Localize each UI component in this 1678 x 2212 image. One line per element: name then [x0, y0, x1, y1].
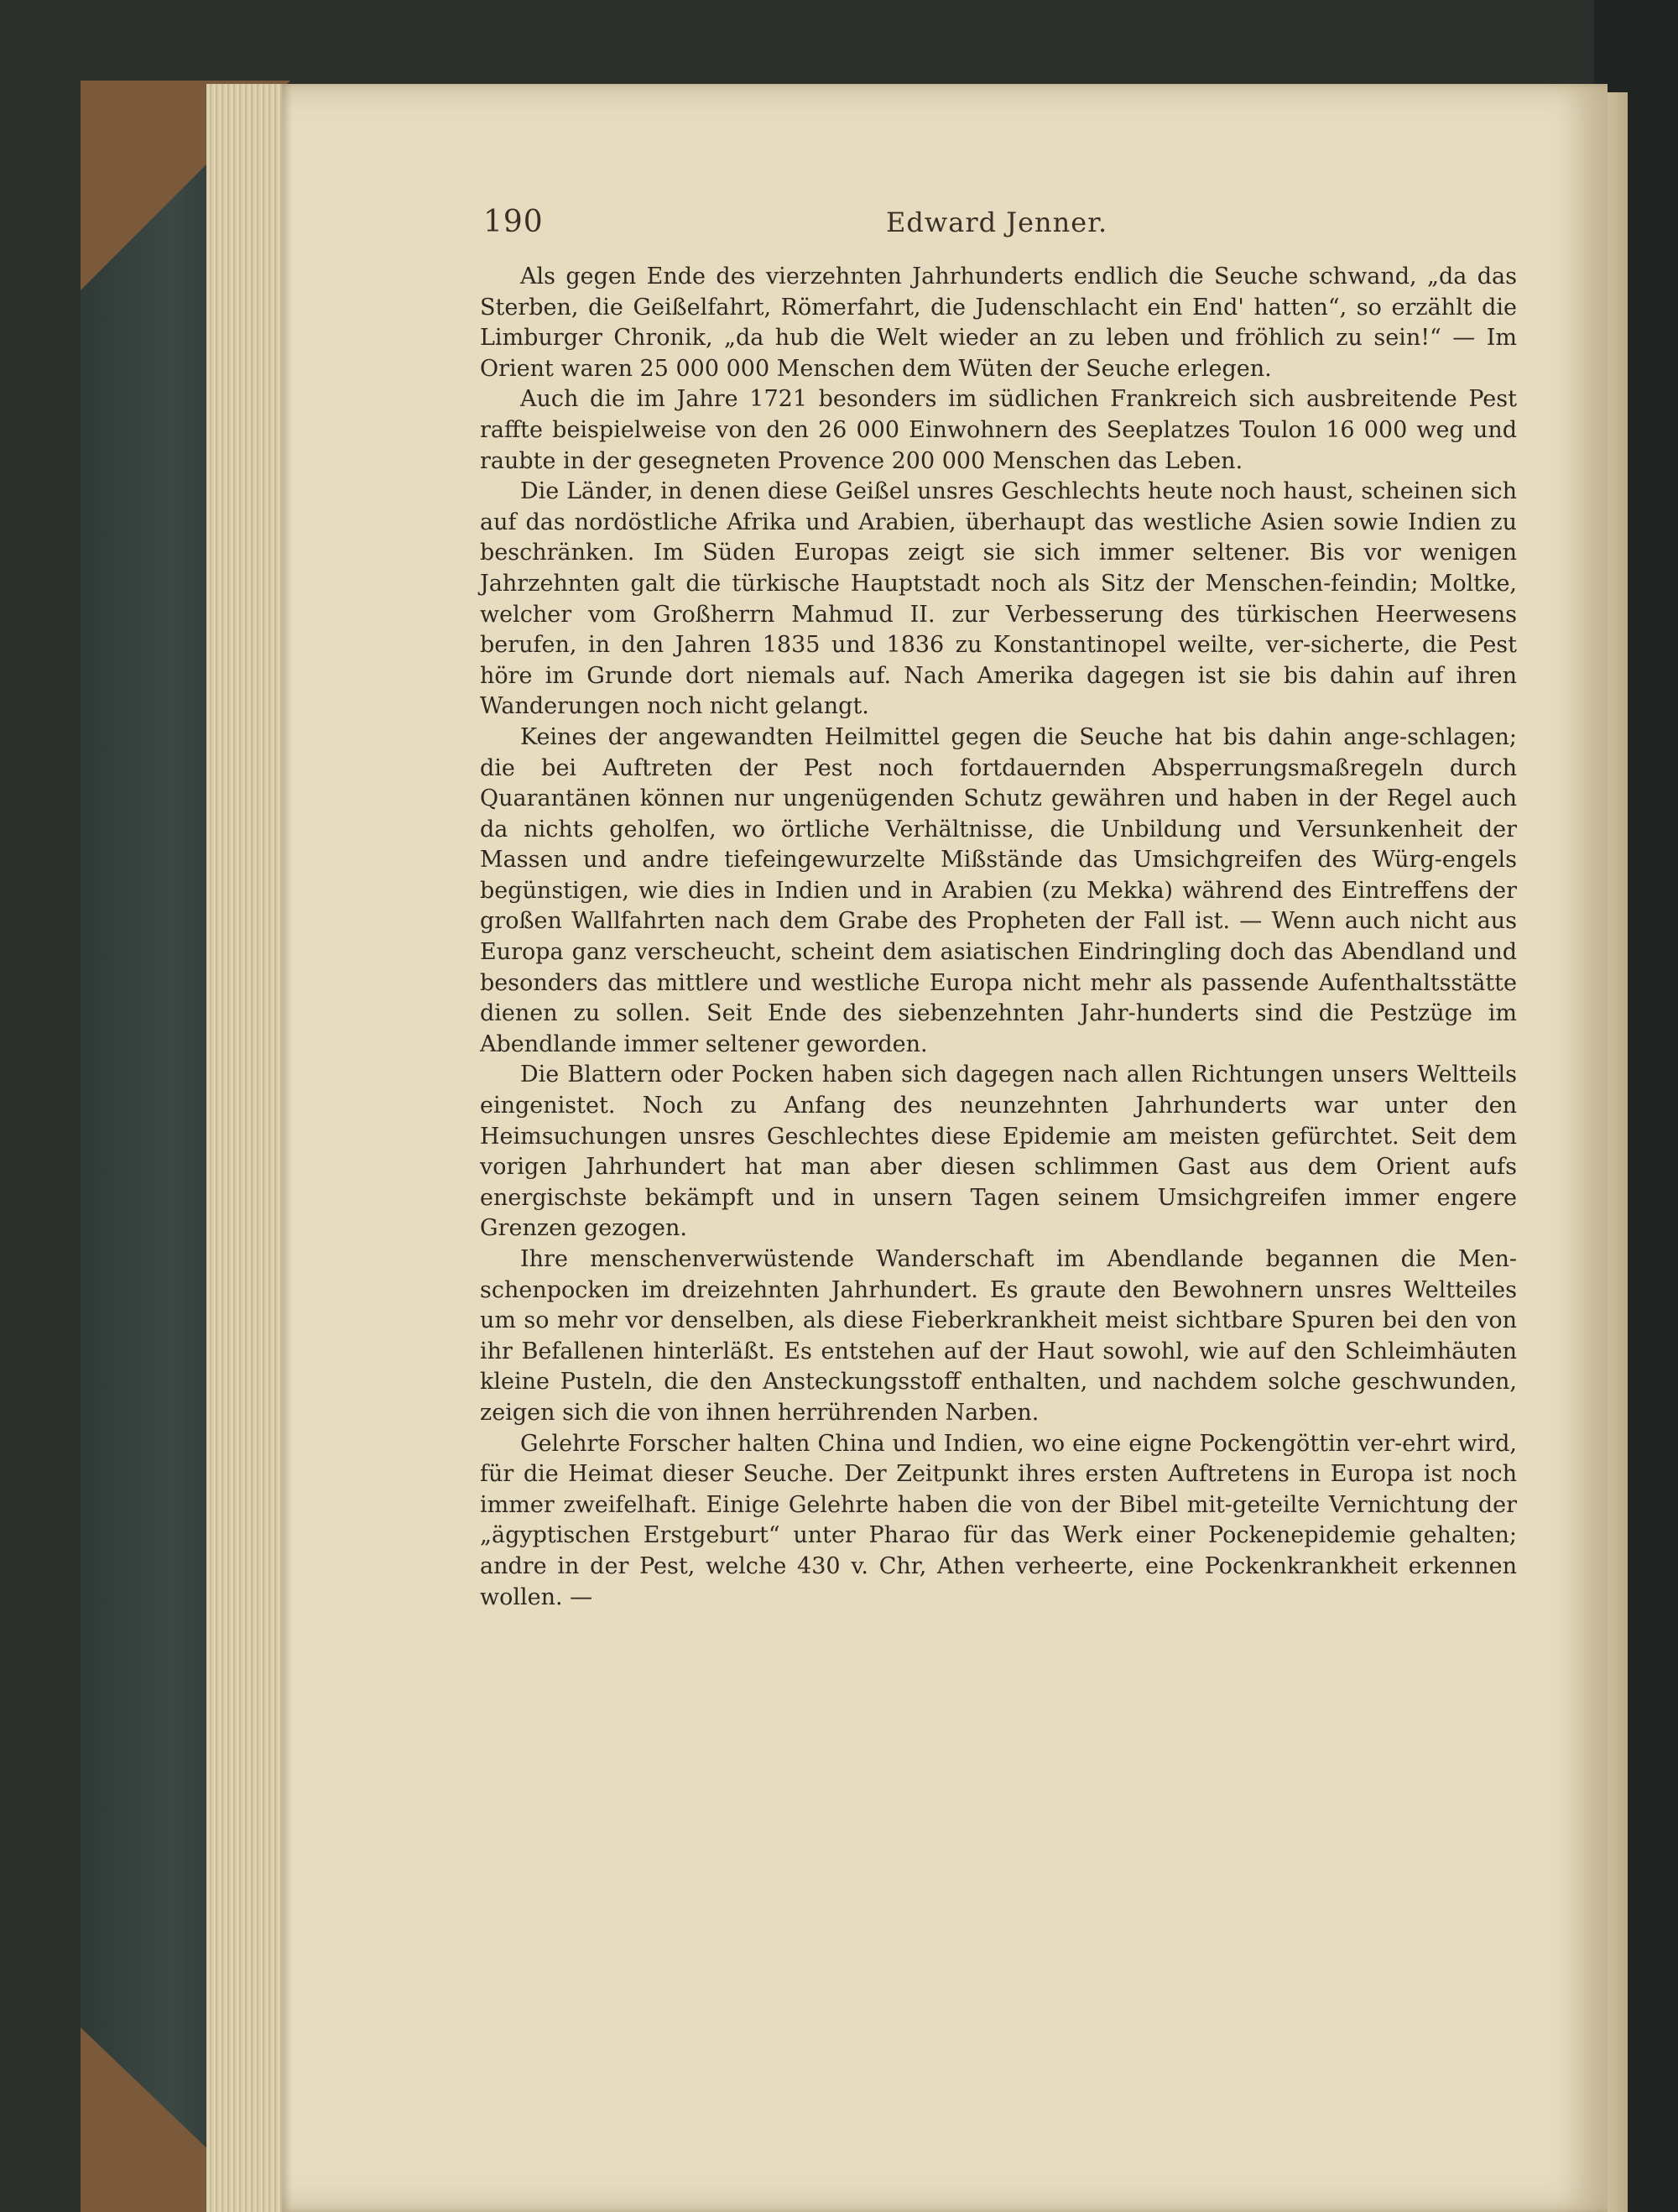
body-text: [480, 262, 1517, 1613]
paragraph-2: Auch die im Jahre 1721 besonders im südlichen Frankreich sich ausbreitende Pest raffte beispielweise von den 26 000 Einwohnern des Seeplatzes Toulon 16 000 weg und raubte in der gesegneten Provence 200 000 Menschen das Leben.: [480, 386, 1517, 474]
paragraph-3: Die Länder, in denen diese Geißel unsres Geschlechts heute noch haust, scheinen sich auf das nordöstliche Afrika und Arabien, überhaupt das westliche Asien sowie Indien zu beschränken. Im Süden Europas zeigt sie sich immer seltener. Bis vor wenigen Jahrzehnten galt die türkische Hauptstadt noch als Sitz der Menschen-feindin; Moltke, welcher vom Großherrn Mahmud II. zur Verbesserung des türkischen Heerwesens berufen, in den Jahren 1835 und 1836 zu Konstantinopel weilte, ver-sicherte, die Pest höre im Grunde dort niemals auf. Nach Amerika dagegen ist sie bis dahin auf ihren Wanderungen noch nicht gelangt.: [480, 478, 1517, 720]
paragraph-4: Keines der angewandten Heilmittel gegen die Seuche hat bis dahin ange-schlagen; die bei Auftreten der Pest noch fortdauernden Absperrungsmaßregeln durch Quarantänen können nur ungenügenden Schutz gewähren und haben in der Regel auch da nichts geholfen, wo örtliche Verhältnisse, die Unbildung und Versunkenheit der Massen und andre tiefeingewurzelte Mißstände das Umsichgreifen des Würg-engels begünstigen, wie dies in Indien und in Arabien (zu Mekka) während des Eintreffens der großen Wallfahrten nach dem Grabe des Propheten der Fall ist. — Wenn auch nicht aus Europa ganz verscheucht, scheint dem asiatischen Eindringling doch das Abendland und besonders das mittlere und westliche Europa nicht mehr als passende Aufenthaltsstätte dienen zu sollen. Seit Ende des siebenzehnten Jahr-hunderts sind die Pestzüge im Abendlande immer seltener geworden.: [480, 723, 1517, 1057]
paragraph-6: Ihre menschenverwüstende Wanderschaft im Abendlande begannen die Men-schenpocken im dreizehnten Jahrhundert. Es graute den Bewohnern unsres Weltteiles um so mehr vor denselben, als diese Fieberkrankheit meist sichtbare Spuren bei den von ihr Befallenen hinterläßt. Es entstehen auf der Haut sowohl, wie auf den Schleimhäuten kleine Pusteln, die den Ansteckungsstoff enthalten, und nachdem solche geschwunden, zeigen sich die von ihnen herrührenden Narben.: [480, 1246, 1517, 1426]
paragraph-1: Als gegen Ende des vierzehnten Jahrhunderts endlich die Seuche schwand, „da das Sterben, die Geißelfahrt, Römerfahrt, die Judenschlacht ein End' hatten“, so erzählt die Limburger Chronik, „da hub die Welt wieder an zu leben und fröhlich zu sein!“ — Im Orient waren 25 000 000 Menschen dem Wüten der Seuche erlegen.: [480, 263, 1517, 382]
running-head-title: Edward Jenner.: [886, 206, 1108, 238]
page-edges: [206, 84, 282, 2212]
page-number: 190: [483, 205, 544, 239]
paragraph-5: Die Blattern oder Pocken haben sich dagegen nach allen Richtungen unsers Weltteils eingenistet. Noch zu Anfang des neunzehnten Jahrhunderts war unter den Heimsuchungen unsres Geschlechtes diese Epidemie am meisten gefürchtet. Seit dem vorigen Jahrhundert hat man aber diesen schlimmen Gast aus dem Orient aufs energischste bekämpft und in unsern Tagen seinem Umsichgreifen immer engere Grenzen gezogen.: [480, 1062, 1517, 1242]
paragraph-7: Gelehrte Forscher halten China und Indien, wo eine eigne Pockengöttin ver-ehrt wird, für die Heimat dieser Seuche. Der Zeitpunkt ihres ersten Auftretens in Europa ist noch immer zweifelhaft. Einige Gelehrte haben die von der Bibel mit-geteilte Vernichtung der „ägyptischen Erstgeburt“ unter Pharao für das Werk einer Pockenepidemie gehalten; andre in der Pest, welche 430 v. Chr, Athen verheerte, eine Pockenkrankheit erkennen wollen. —: [480, 1430, 1517, 1610]
running-head: [483, 205, 1490, 247]
